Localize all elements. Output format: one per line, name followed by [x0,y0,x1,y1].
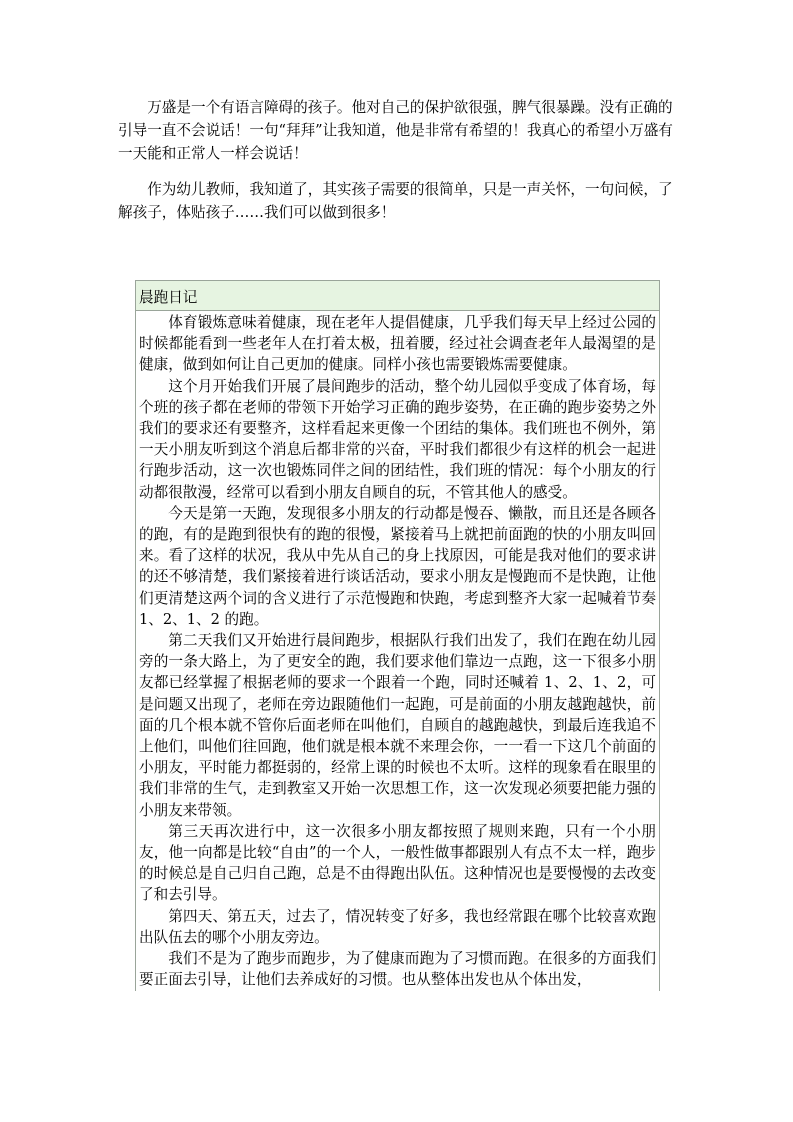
diary-paragraph: 第四天、第五天，过去了，情况转变了好多，我也经常跟在哪个比较喜欢跑出队伍去的哪个小朋友旁边。 [139,907,656,946]
diary-paragraph: 我们不是为了跑步而跑步，为了健康而跑为了习惯而跑。在很多的方面我们要正面去引导，让他们去养成好的习惯。也从整体出发也从个体出发， [139,950,656,989]
diary-paragraph: 这个月开始我们开展了晨间跑步的活动，整个幼儿园似乎变成了体育场，每个班的孩子都在老师的带领下开始学习正确的跑步姿势，在正确的跑步姿势之外我们的要求还有要整齐，这样看起来更像一个团结的集体。我们班也不例外，第一天小朋友听到这个消息后都非常的兴奋，平时我们都很少有这样的机会一起进行跑步活动，这一次也锻炼同伴之间的团结性，我们班的情况：每个小朋友的行动都很散漫，经常可以看到小朋友自顾自的玩，不管其他人的感受。 [139,377,656,501]
intro-paragraph-2: 作为幼儿教师，我知道了，其实孩子需要的很简单，只是一声关怀，一句问候，了解孩子，体贴孩子……我们可以做到很多！ [118,181,673,221]
diary-paragraph: 体育锻炼意味着健康，现在老年人提倡健康，几乎我们每天早上经过公园的时候都能看到一些老年人在打着太极，扭着腰，经过社会调查老年人最渴望的是健康，做到如何让自己更加的健康。同样小孩也需要锻炼需要健康。 [139,314,656,374]
diary-paragraph: 第二天我们又开始进行晨间跑步，根据队行我们出发了，我们在跑在幼儿园旁的一条大路上，为了更安全的跑，我们要求他们靠边一点跑，这一下很多小朋友都已经掌握了根据老师的要求一个跟着一个跑，同时还喊着 1、2、1、2，可是问题又出现了，老师在旁边跟随他们一起跑，可是前面的小朋友越跑越快，前面的几个根本就不管你后面老师在叫他们，自顾自的越跑越快，到最后连我追不上他们，叫他们往回跑，他们就是根本就不来理会你，一一看一下这几个前面的小朋友，平时能力都挺弱的，经常上课的时候也不太听。这样的现象看在眼里的我们非常的生气，走到教室又开始一次思想工作，这一次发现必须要把能力强的小朋友来带领。 [139,632,656,819]
intro-paragraph-1: 万盛是一个有语言障碍的孩子。他对自己的保护欲很强，脾气很暴躁。没有正确的引导一直不会说话！一句“拜拜”让我知道，他是非常有希望的！我真心的希望小万盛有一天能和正常人一样会说话！ [118,99,673,162]
diary-paragraph: 今天是第一天跑，发现很多小朋友的行动都是慢吞、懒散，而且还是各顾各的跑，有的是跑到很快有的跑的很慢，紧接着马上就把前面跑的快的小朋友叫回来。看了这样的状况，我从中先从自己的身上找原因，可能是我对他们的要求讲的还不够清楚，我们紧接着进行谈话活动，要求小朋友是慢跑而不是快跑，让他们更清楚这两个词的含义进行了示范慢跑和快跑，考虑到整齐大家一起喊着节奏 1、2、1、2 的跑。 [139,504,656,628]
diary-table [135,280,660,991]
diary-title: 晨跑日记 [136,281,659,311]
diary-paragraph: 第三天再次进行中，这一次很多小朋友都按照了规则来跑，只有一个小朋友，他一向都是比较“自由”的一个人，一般性做事都跟别人有点不太一样，跑步的时候总是自己归自己跑，总是不由得跑出队伍。这种情况也是要慢慢的去改变了和去引导。 [139,822,656,904]
diary-body [136,311,659,991]
